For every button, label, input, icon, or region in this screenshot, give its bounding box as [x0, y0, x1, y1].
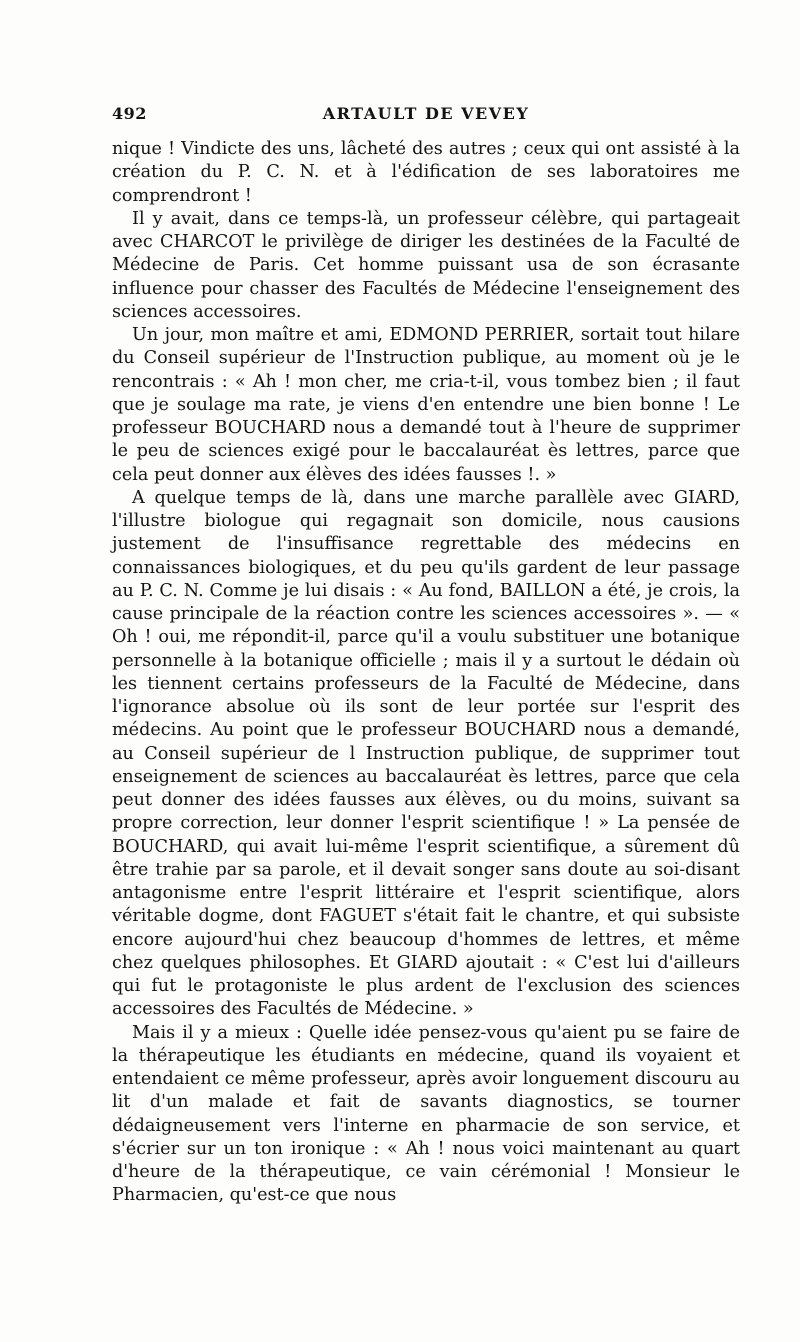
paragraph: nique ! Vindicte des uns, lâcheté des autres ; ceux qui ont assisté à la création du P. C. N. et à l'édification de ses laboratoires me comprendront !	[112, 139, 740, 206]
page-number: 492	[112, 104, 147, 123]
paragraph: Un jour, mon maître et ami, EDMOND PERRIER, sortait tout hilare du Conseil supérieur de l'Instruction publique, au moment où je le rencontrais : « Ah ! mon cher, me cria-t-il, vous tombez bien ; il faut que je soulage ma rate, je viens d'en entendre une bien bonne ! Le professeur BOUCHARD nous a demandé tout à l'heure de supprimer le peu de sciences exigé pour le baccalauréat ès lettres, parce que cela peut donner aux élèves des idées fausses !. »	[112, 325, 740, 485]
page-header	[112, 104, 740, 130]
body-text	[112, 138, 740, 1208]
paragraph: Mais il y a mieux : Quelle idée pensez-vous qu'aient pu se faire de la thérapeutique les étudiants en médecine, quand ils voyaient et entendaient ce même professeur, après avoir longuement discouru au lit d'un malade et fait de savants diagnostics, se tourner dédaigneusement vers l'interne en pharmacie de son service, et s'écrier sur un ton ironique : « Ah ! nous voici maintenant au quart d'heure de la thérapeutique, ce vain cérémonial ! Monsieur le Pharmacien, qu'est-ce que nous	[112, 1022, 740, 1206]
paragraph: Il y avait, dans ce temps-là, un professeur célèbre, qui partageait avec CHARCOT le privilège de diriger les destinées de la Faculté de Médecine de Paris. Cet homme puissant usa de son écrasante influence pour chasser des Facultés de Médecine l'enseignement des sciences accessoires.	[112, 208, 740, 322]
paragraph: A quelque temps de là, dans une marche parallèle avec GIARD, l'illustre biologue qui regagnait son domicile, nous causions justement de l'insuffisance regrettable des médecins en connaissances biologiques, et du peu qu'ils gardent de leur passage au P. C. N. Comme je lui disais : « Au fond, BAILLON a été, je crois, la cause principale de la réaction contre les sciences accessoires ». — « Oh ! oui, me répondit-il, parce qu'il a voulu substituer une botanique personnelle à la botanique officielle ; mais il y a surtout le dédain où les tiennent certains professeurs de la Faculté de Médecine, dans l'ignorance absolue où ils sont de leur portée sur l'esprit des médecins. Au point que le professeur BOUCHARD nous a demandé, au Conseil supérieur de l Instruction publique, de supprimer tout enseignement de sciences au baccalauréat ès lettres, parce que cela peut donner des idées fausses aux élèves, ou du moins, suivant sa propre correction, leur donner l'esprit scientifique ! » La pensée de BOUCHARD, qui avait lui-même l'esprit scientifique, a sûrement dû être trahie par sa parole, et il devait songer sans doute au soi-disant antagonisme entre l'esprit littéraire et l'esprit scientifique, alors véritable dogme, dont FAGUET s'était fait le chantre, et qui subsiste encore aujourd'hui chez beaucoup d'hommes de lettres, et même chez quelques philosophes. Et GIARD ajoutait : « C'est lui d'ailleurs qui fut le protagoniste le plus ardent de l'exclusion des sciences accessoires des Facultés de Médecine. »	[112, 487, 740, 1020]
running-head: ARTAULT DE VEVEY	[322, 104, 530, 123]
